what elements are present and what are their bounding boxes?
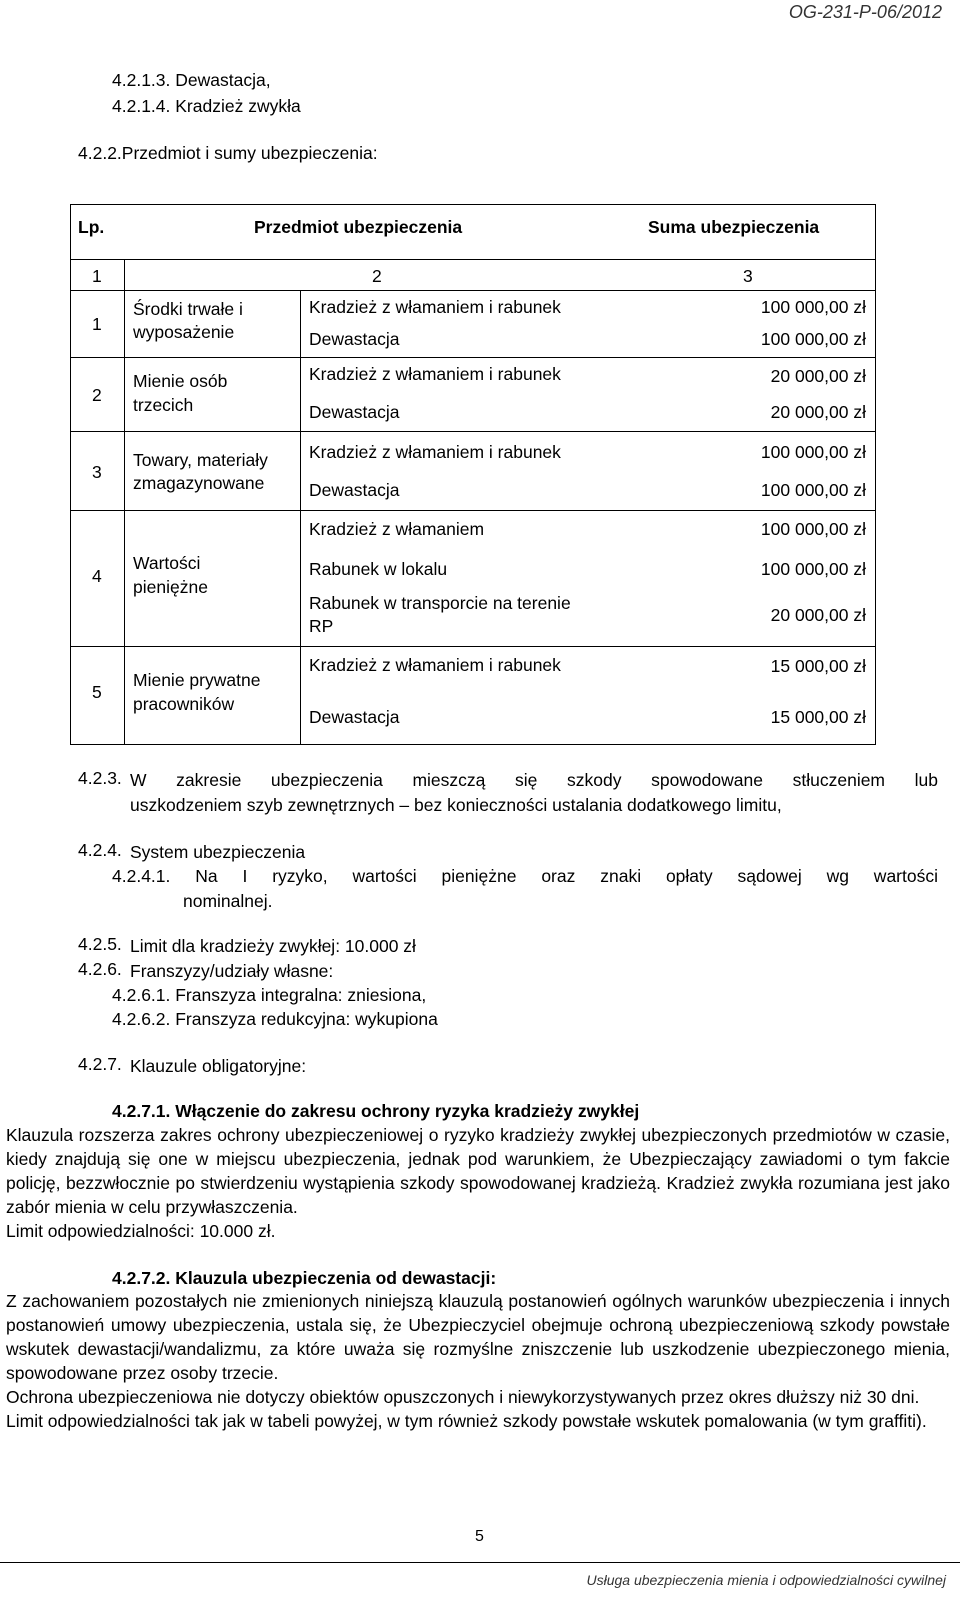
- row-lp: 5: [92, 682, 102, 702]
- section-number: 4.2.7.: [78, 1054, 122, 1074]
- paragraph: Limit odpowiedzialności tak jak w tabeli powyżej, w tym również szkody powstałe wskutek pomalowania (w tym graffiti).: [6, 1411, 927, 1431]
- page-number: 5: [475, 1528, 484, 1545]
- row-category: wyposażenie: [133, 322, 235, 342]
- risk-amount: 100 000,00 zł: [760, 559, 866, 579]
- row-category: pracowników: [133, 694, 235, 714]
- risk-name: Kradzież z włamaniem i rabunek: [309, 655, 561, 675]
- section-number: 4.2.3.: [78, 768, 122, 788]
- row-category: Mienie osób: [133, 371, 228, 391]
- risk-amount: 100 000,00 zł: [760, 297, 866, 317]
- risk-name: Kradzież z włamaniem i rabunek: [309, 442, 561, 462]
- risk-amount: 15 000,00 zł: [770, 707, 866, 727]
- clause-body: [6, 1123, 950, 1243]
- section-text: uszkodzeniem szyb zewnętrznych – bez konieczności ustalania dodatkowego limitu,: [130, 795, 782, 815]
- section-number: 4.2.4.: [78, 840, 122, 860]
- risk-amount: 100 000,00 zł: [760, 519, 866, 539]
- risk-name: Dewastacja: [309, 480, 400, 500]
- risk-amount: 15 000,00 zł: [770, 656, 866, 676]
- row-lp: 4: [92, 566, 102, 586]
- risk-amount: 100 000,00 zł: [760, 329, 866, 349]
- row-lp: 3: [92, 462, 102, 482]
- risk-name: Kradzież z włamaniem: [309, 519, 485, 539]
- risk-name: Kradzież z włamaniem i rabunek: [309, 364, 561, 384]
- clause-body: [6, 1289, 950, 1433]
- risk-name: Rabunek w transporcie na terenie: [309, 593, 571, 613]
- header-sum: Suma ubezpieczenia: [648, 217, 820, 237]
- risk-name: RP: [309, 616, 334, 636]
- list-item: 4.2.6.1. Franszyza integralna: zniesiona,: [112, 985, 427, 1005]
- section-number: 4.2.2.: [78, 143, 122, 163]
- section-title: System ubezpieczenia: [130, 842, 306, 862]
- insurance-sums-table: [70, 204, 876, 760]
- section-title: Przedmiot i sumy ubezpieczenia:: [121, 143, 378, 163]
- risk-amount: 100 000,00 zł: [760, 480, 866, 500]
- section-text: W zakresie ubezpieczenia mieszczą się szkody spowodowane stłuczeniem lub: [130, 770, 938, 790]
- section-text: nominalnej.: [183, 891, 273, 911]
- section-text: 4.2.4.1. Na I ryzyko, wartości pieniężne oraz znaki opłaty sądowej wg wartości: [112, 866, 938, 886]
- header-subject: Przedmiot ubezpieczenia: [254, 217, 463, 237]
- risk-name: Kradzież z włamaniem i rabunek: [309, 297, 561, 317]
- list-item: 4.2.1.4. Kradzież zwykła: [112, 96, 301, 116]
- column-number: 2: [372, 266, 382, 286]
- paragraph: Limit odpowiedzialności: 10.000 zł.: [6, 1221, 276, 1241]
- clause-heading: 4.2.7.2. Klauzula ubezpieczenia od dewastacji:: [112, 1268, 497, 1288]
- document-reference: OG-231-P-06/2012: [788, 2, 942, 22]
- footer-text: Usługa ubezpieczenia mienia i odpowiedzialności cywilnej: [586, 1572, 946, 1588]
- risk-name: Dewastacja: [309, 402, 400, 422]
- footer-divider: [0, 1562, 960, 1563]
- section-number: 4.2.5.: [78, 934, 122, 954]
- row-category: zmagazynowane: [133, 473, 265, 493]
- risk-amount: 20 000,00 zł: [770, 366, 866, 386]
- risk-name: Dewastacja: [309, 329, 400, 349]
- section-text: Limit dla kradzieży zwykłej: 10.000 zł: [130, 936, 416, 956]
- risk-name: Dewastacja: [309, 707, 400, 727]
- row-category: Środki trwałe i: [133, 299, 243, 319]
- row-category: Mienie prywatne: [133, 670, 261, 690]
- row-lp: 2: [92, 385, 102, 405]
- risk-name: Rabunek w lokalu: [309, 559, 448, 579]
- list-item: 4.2.1.3. Dewastacja,: [112, 70, 271, 90]
- column-number: 3: [743, 266, 753, 286]
- paragraph: Ochrona ubezpieczeniowa nie dotyczy obiektów opuszczonych i niewykorzystywanych przez okres dłuższy niż 30 dni.: [6, 1387, 920, 1407]
- list-item: 4.2.6.2. Franszyza redukcyjna: wykupiona: [112, 1009, 438, 1029]
- header-lp: Lp.: [78, 217, 105, 237]
- row-category: Towary, materiały: [133, 450, 268, 470]
- risk-amount: 20 000,00 zł: [770, 605, 866, 625]
- risk-amount: 100 000,00 zł: [760, 442, 866, 462]
- column-number: 1: [92, 266, 102, 286]
- paragraph: Z zachowaniem pozostałych nie zmienionych niniejszą klauzulą postanowień ogólnych warunków ubezpieczenia i innych postanowień umowy ubezpieczenia, ustala się, że Ubezpieczyciel obejmuje ochroną ubezpieczeniową szkody powstałe wskutek dewastacji/wandalizmu, za które uważa się rozmyślne zniszczenie lub uszkodzenie ubezpieczonego mienia, spowodowane przez osoby trzecie.: [6, 1291, 950, 1383]
- section-number: 4.2.6.: [78, 959, 122, 979]
- section-heading-422: [78, 143, 378, 164]
- row-category: pieniężne: [133, 577, 208, 597]
- section-title: Klauzule obligatoryjne:: [130, 1056, 307, 1076]
- section-title: Franszyzy/udziały własne:: [130, 961, 334, 981]
- row-category: Wartości: [133, 553, 201, 573]
- paragraph: Klauzula rozszerza zakres ochrony ubezpieczeniowej o ryzyko kradzieży zwykłej ubezpieczonych przedmiotów w czasie, kiedy znajdują się one w miejscu ubezpieczenia, jednak pod warunkiem, że Ubezpieczający zawiadomi o tym fakcie policję, bezzwłocznie po stwierdzeniu wystąpienia szkody spowodowanej kradzieżą. Kradzież zwykła rozumiana jest jako zabór mienia w celu przywłaszczenia.: [6, 1125, 950, 1217]
- row-category: trzecich: [133, 395, 194, 415]
- clause-heading: 4.2.7.1. Włączenie do zakresu ochrony ryzyka kradzieży zwykłej: [112, 1101, 640, 1121]
- risk-amount: 20 000,00 zł: [770, 402, 866, 422]
- row-lp: 1: [92, 314, 102, 334]
